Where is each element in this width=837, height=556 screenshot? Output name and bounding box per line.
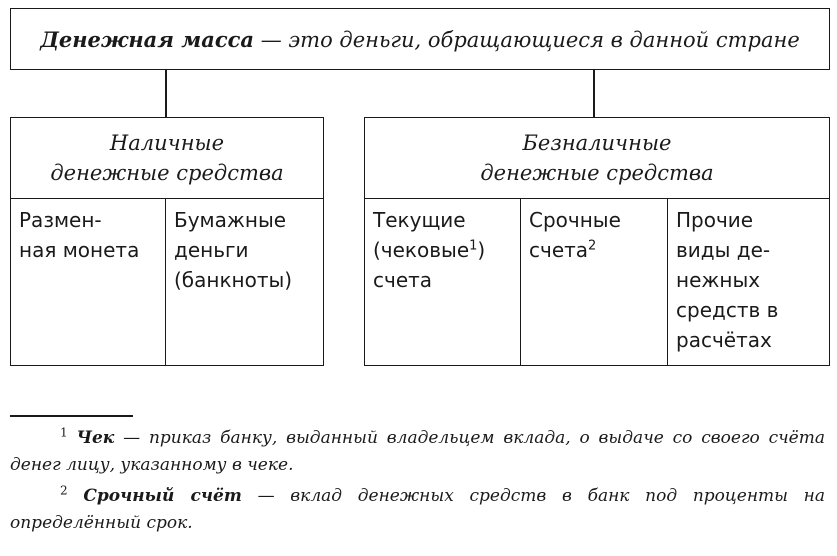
other-funds-line: Прочие bbox=[676, 208, 754, 232]
banknotes-line: (банкноты) bbox=[174, 268, 293, 292]
footnote-2-text: — вклад денежных средств в банк под проценты на определённый срок. bbox=[10, 486, 826, 533]
current-accounts-cell: Текущие (чековые$^1$) счета bbox=[365, 199, 520, 365]
footnote-1-text: — приказ банку, выданный владельцем вклада, о выдаче со своего счёта денег лицу, указанному в чеке. bbox=[10, 428, 826, 475]
term-accounts-cell bbox=[520, 199, 667, 365]
footnote-2-term: Срочный счёт bbox=[83, 486, 242, 506]
money-supply-term: Денежная масса bbox=[40, 26, 255, 52]
other-funds-line: нежных bbox=[676, 268, 761, 292]
connector-noncash bbox=[593, 70, 595, 117]
other-funds-line: расчётах bbox=[676, 328, 772, 352]
banknotes-line: деньги bbox=[174, 238, 249, 262]
connector-cash bbox=[165, 70, 167, 117]
other-funds-line: виды де- bbox=[676, 238, 771, 262]
noncash-heading-line-1: Безналичные bbox=[522, 131, 672, 155]
noncash-heading-line-2: денежные средства bbox=[480, 161, 714, 185]
footnote-2-number: 2 bbox=[60, 483, 68, 498]
footnote-ref-2: 2 bbox=[588, 238, 597, 254]
footnote-2 bbox=[10, 483, 825, 537]
cash-heading-line-2: денежные средства bbox=[50, 161, 284, 185]
current-accounts-line: (чековые bbox=[373, 238, 470, 262]
cash-funds-heading bbox=[11, 118, 323, 199]
term-accounts-line: счета bbox=[529, 238, 589, 262]
noncash-funds-group bbox=[364, 117, 830, 366]
footnote-separator bbox=[10, 415, 133, 417]
current-accounts-line: Текущие bbox=[373, 208, 466, 232]
coins-line: ная монета bbox=[19, 238, 140, 262]
current-accounts-line: счета bbox=[373, 268, 433, 292]
coins-cell bbox=[11, 199, 165, 365]
noncash-funds-heading bbox=[365, 118, 829, 199]
footnote-ref-1: 1 bbox=[469, 238, 478, 254]
money-supply-definition bbox=[10, 8, 830, 70]
other-funds-cell bbox=[667, 199, 829, 365]
cash-funds-group bbox=[10, 117, 324, 366]
money-supply-definition-text: — это деньги, обращающиеся в данной стране bbox=[254, 27, 800, 52]
other-funds-line: средств в bbox=[676, 298, 779, 322]
footnote-1-number: 1 bbox=[60, 425, 68, 440]
footnotes bbox=[10, 425, 825, 541]
term-accounts-line: Срочные bbox=[529, 208, 621, 232]
footnote-1-term: Чек bbox=[76, 428, 115, 448]
cash-heading-line-1: Наличные bbox=[109, 131, 225, 155]
coins-line: Размен- bbox=[19, 208, 102, 232]
banknotes-line: Бумажные bbox=[174, 208, 287, 232]
footnote-1 bbox=[10, 425, 825, 479]
banknotes-cell bbox=[165, 199, 323, 365]
